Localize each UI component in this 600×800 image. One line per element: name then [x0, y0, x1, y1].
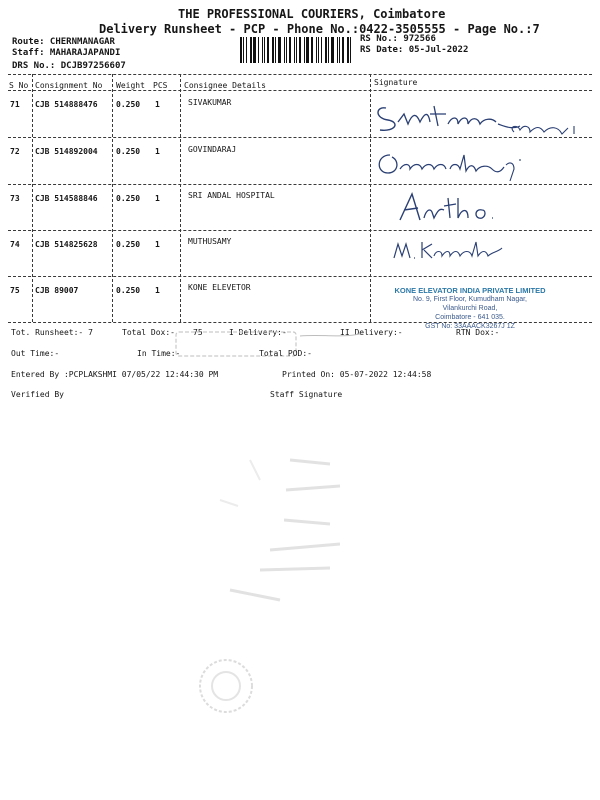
column-header-sno: S No: [9, 81, 29, 90]
barcode-bar: [243, 37, 244, 63]
row-pcs: 1: [155, 147, 160, 156]
drs-number: DRS No.: DCJB97256607: [12, 61, 126, 71]
faded-bleedthrough-mark: [190, 440, 360, 620]
in-time-label: In Time:-: [137, 349, 181, 358]
total-dox-label: Total Dox:-: [122, 328, 175, 337]
barcode-bar: [289, 37, 291, 63]
barcode-bar: [339, 37, 340, 63]
runsheet-subtitle: Delivery Runsheet - PCP - Phone No.:0422-3505555 - Page No.:7: [99, 22, 540, 36]
barcode-bar: [306, 37, 309, 63]
row-consignment: CJB 514825628: [35, 240, 98, 249]
barcode-bar: [286, 37, 287, 63]
barcode-bar: [262, 37, 263, 63]
column-header-consignment: Consignment No: [35, 81, 103, 90]
column-header-consignee: Consignee Details: [184, 81, 266, 90]
row-sno: 73: [10, 194, 20, 203]
row-divider: [8, 184, 592, 185]
barcode-bar: [294, 37, 295, 63]
table-header-border: [8, 90, 592, 91]
barcode-bar: [258, 37, 259, 63]
total-runsheet: Tot. Runsheet:- 7: [11, 328, 93, 337]
row-pcs: 1: [155, 240, 160, 249]
row-pcs: 1: [155, 100, 160, 109]
barcode-bar: [240, 37, 242, 63]
barcode-bar: [321, 37, 322, 63]
row-weight: 0.250: [116, 100, 141, 109]
total-dox-value: 75: [193, 328, 203, 337]
column-header-signature: Signature: [374, 78, 418, 87]
rs-date: RS Date: 05-Jul-2022: [360, 45, 469, 55]
row-pcs: 1: [155, 286, 160, 295]
signature-govindaraj-image: [370, 143, 530, 183]
signature-muthusamy-image: [388, 236, 508, 264]
barcode-bar: [253, 37, 256, 63]
entered-by: Entered By :PCPLAKSHMI 07/05/22 12:44:30 PM: [11, 370, 219, 379]
row-consignment: CJB 514892004: [35, 147, 98, 156]
row-consignee: SRI ANDAL HOSPITAL: [188, 191, 275, 200]
row-weight: 0.250: [116, 194, 141, 203]
signature-andal-hospital-image: [392, 190, 502, 226]
barcode-bar: [318, 37, 319, 63]
total-pod-label: Total POD:-: [259, 349, 312, 358]
barcode-bar: [264, 37, 265, 63]
row-divider: [8, 230, 592, 231]
row-divider: [8, 276, 592, 277]
barcode-bar: [328, 37, 329, 63]
barcode-bar: [250, 37, 252, 63]
column-divider: [32, 74, 33, 322]
row-consignee: KONE ELEVETOR: [188, 283, 251, 292]
column-header-pcs: PCS: [153, 81, 168, 90]
barcode-bar: [272, 37, 274, 63]
barcode-bar: [284, 37, 285, 63]
rs-number: RS No.: 972566: [360, 34, 436, 44]
row-consignment: CJB 89007: [35, 286, 79, 295]
barcode-image: [240, 37, 354, 63]
column-header-weight: Weight: [116, 81, 145, 90]
i-delivery-label: I Delivery:-: [229, 328, 287, 337]
row-weight: 0.250: [116, 240, 141, 249]
company-title: THE PROFESSIONAL COURIERS, Coimbatore: [178, 7, 446, 21]
company-stamp: [380, 286, 560, 331]
barcode-bar: [275, 37, 276, 63]
barcode-bar: [337, 37, 338, 63]
row-sno: 72: [10, 147, 20, 156]
rtn-dox-label: RTN Dox:-: [456, 328, 500, 337]
barcode-bar: [325, 37, 327, 63]
stamp-company-name: KONE ELEVATOR INDIA PRIVATE LIMITED: [394, 286, 546, 295]
row-consignment: CJB 514888476: [35, 100, 98, 109]
row-pcs: 1: [155, 194, 160, 203]
row-consignment: CJB 514588846: [35, 194, 98, 203]
row-consignee: SIVAKUMAR: [188, 98, 232, 107]
stamp-address-line: Coimbatore - 641 035.: [435, 314, 505, 321]
staff-signature-label: Staff Signature: [270, 390, 343, 399]
printed-on: Printed On: 05-07-2022 12:44:58: [282, 370, 432, 379]
column-divider: [180, 74, 181, 322]
barcode-bar: [299, 37, 301, 63]
row-consignee: GOVINDARAJ: [188, 145, 237, 154]
row-weight: 0.250: [116, 147, 141, 156]
barcode-bar: [331, 37, 334, 63]
row-consignee: MUTHUSAMY: [188, 237, 232, 246]
stamp-address-line: Vilankurchi Road,: [442, 305, 498, 312]
verified-by-label: Verified By: [11, 390, 64, 399]
row-sno: 74: [10, 240, 20, 249]
row-sno: 71: [10, 100, 20, 109]
barcode-bar: [342, 37, 344, 63]
barcode-bar: [267, 37, 269, 63]
table-top-border: [8, 74, 592, 75]
barcode-bar: [311, 37, 313, 63]
out-time-label: Out Time:-: [11, 349, 60, 358]
stamp-gst-number: GST No: 33AAACK3267J 1Z: [425, 323, 515, 330]
barcode-bar: [246, 37, 247, 63]
route-label: Route: CHERNMANAGAR: [12, 37, 115, 47]
signature-sivakumar-image: [368, 96, 584, 142]
barcode-bar: [350, 37, 351, 63]
ii-delivery-label: II Delivery:-: [340, 328, 403, 337]
row-weight: 0.250: [116, 286, 141, 295]
barcode-bar: [316, 37, 317, 63]
column-divider: [112, 74, 113, 322]
barcode-bar: [347, 37, 349, 63]
stamp-address-line: No. 9, First Floor, Kumudham Nagar,: [413, 296, 527, 303]
barcode-bar: [278, 37, 281, 63]
faded-round-seal: [196, 656, 256, 716]
barcode-bar: [304, 37, 305, 63]
row-sno: 75: [10, 286, 20, 295]
barcode-bar: [296, 37, 297, 63]
staff-label: Staff: MAHARAJAPANDI: [12, 48, 121, 58]
